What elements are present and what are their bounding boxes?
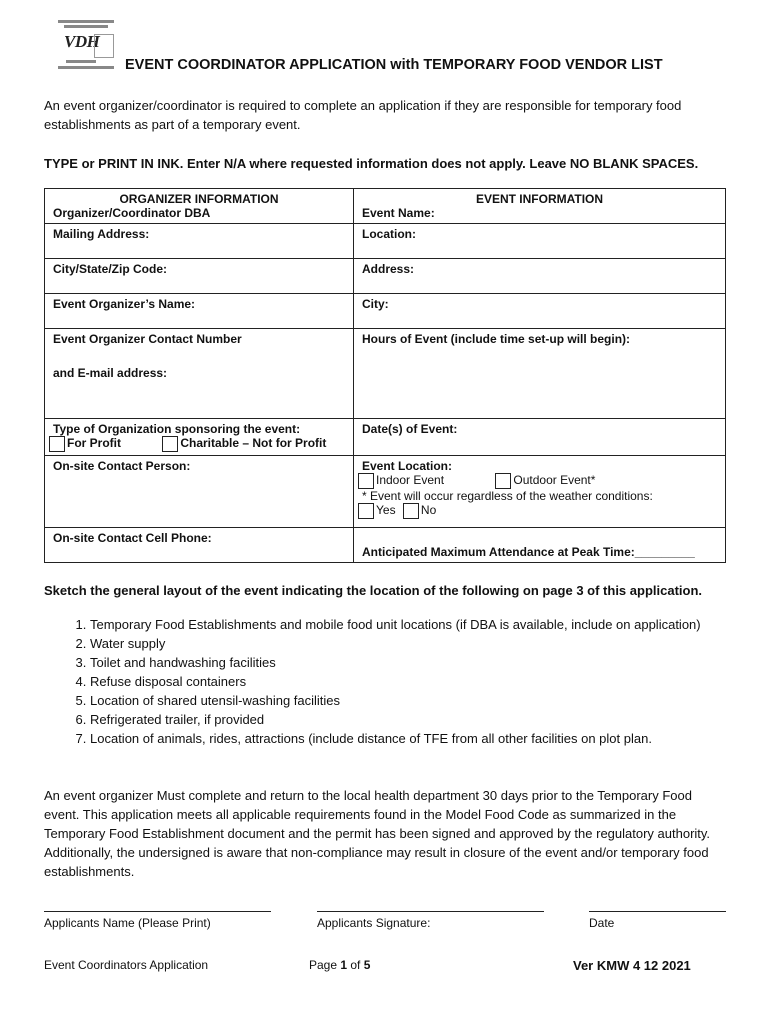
contact-number-label: Event Organizer Contact Number (53, 332, 242, 346)
weather-note: * Event will occur regardless of the weather conditions: (362, 489, 653, 503)
yes-label: Yes (376, 503, 396, 518)
name-signature-line[interactable] (44, 911, 271, 912)
date-label: Date (589, 916, 615, 930)
charitable-label: Charitable – Not for Profit (180, 436, 327, 451)
dba-label[interactable]: Organizer/Coordinator DBA (53, 206, 211, 220)
yes-checkbox[interactable] (358, 503, 374, 519)
dates-field[interactable]: Date(s) of Event: (354, 419, 726, 456)
for-profit-label: For Profit (67, 436, 121, 451)
outdoor-label: Outdoor Event* (513, 473, 596, 488)
organizer-header: ORGANIZER INFORMATION (119, 192, 279, 206)
org-type-label: Type of Organization sponsoring the event: (53, 422, 301, 436)
version-label: Ver KMW 4 12 2021 (573, 958, 691, 973)
date-line[interactable] (589, 911, 726, 912)
no-label: No (420, 503, 437, 518)
signature-line[interactable] (317, 911, 544, 912)
list-item: 4. Refuse disposal containers (90, 672, 720, 691)
list-item: 5. Location of shared utensil-washing facilities (90, 691, 720, 710)
list-item: 2. Water supply (90, 634, 720, 653)
signature-label: Applicants Signature: (317, 916, 431, 930)
attendance-field[interactable]: Anticipated Maximum Attendance at Peak Time:_________ (354, 528, 726, 563)
charitable-checkbox[interactable] (162, 436, 178, 452)
page-title: EVENT COORDINATOR APPLICATION with TEMPORARY FOOD VENDOR LIST (125, 57, 663, 73)
vdh-logo (58, 18, 114, 74)
list-item: 1. Temporary Food Establishments and mobile food unit locations (if DBA is available, include on application) (90, 615, 720, 634)
statement-paragraph: An event organizer Must complete and return to the local health department 30 days prior to the Temporary Food event. This application meets all applicable requirements found in the Model Food Code as summarized in the Temporary Food Establishment document and the permit has been signed and approved by the regulatory authority. Additionally, the undersigned is aware that non-compliance may result in closure of the event and/or temporary food establishments. (44, 788, 711, 879)
intro-text: An event organizer/coordinator is required to complete an application if they are responsible for temporary food establishments as part of a temporary event. (44, 98, 682, 132)
outdoor-checkbox[interactable] (495, 473, 511, 489)
email-label: and E-mail address: (53, 366, 168, 380)
page-number: Page 1 of 5 (309, 958, 371, 972)
event-location-label: Event Location: (362, 459, 453, 473)
sketch-instruction: Sketch the general layout of the event indicating the location of the following on page 3 of this application. (44, 583, 702, 598)
hours-field[interactable]: Hours of Event (include time set-up will begin): (354, 329, 726, 419)
onsite-contact-field[interactable]: On-site Contact Person: (45, 456, 354, 528)
footer-doc-name: Event Coordinators Application (44, 958, 209, 972)
organizer-name-field[interactable]: Event Organizer’s Name: (45, 294, 354, 329)
city-field[interactable]: City: (354, 294, 726, 329)
event-header: EVENT INFORMATION (475, 192, 604, 206)
city-state-zip-field[interactable]: City/State/Zip Code: (45, 259, 354, 294)
logo-text: VDH (64, 32, 100, 51)
instructions: TYPE or PRINT IN INK. Enter N/A where requested information does not apply. Leave NO BLANK SPACES. (44, 156, 699, 171)
for-profit-checkbox[interactable] (49, 436, 65, 452)
name-label: Applicants Name (Please Print) (44, 916, 211, 930)
event-name-label[interactable]: Event Name: (362, 206, 435, 220)
list-item: 6. Refrigerated trailer, if provided (90, 710, 720, 729)
list-item: 7. Location of animals, rides, attractions (include distance of TFE from all other facilities on plot plan. (90, 729, 720, 748)
mailing-address-field[interactable]: Mailing Address: (45, 224, 354, 259)
application-form (44, 188, 726, 563)
onsite-cell-field[interactable]: On-site Contact Cell Phone: (45, 528, 354, 563)
location-field[interactable]: Location: (354, 224, 726, 259)
address-field[interactable]: Address: (354, 259, 726, 294)
list-item: 3. Toilet and handwashing facilities (90, 653, 720, 672)
indoor-checkbox[interactable] (358, 473, 374, 489)
no-checkbox[interactable] (403, 503, 419, 519)
indoor-label: Indoor Event (376, 473, 445, 488)
layout-items-list (44, 615, 720, 748)
